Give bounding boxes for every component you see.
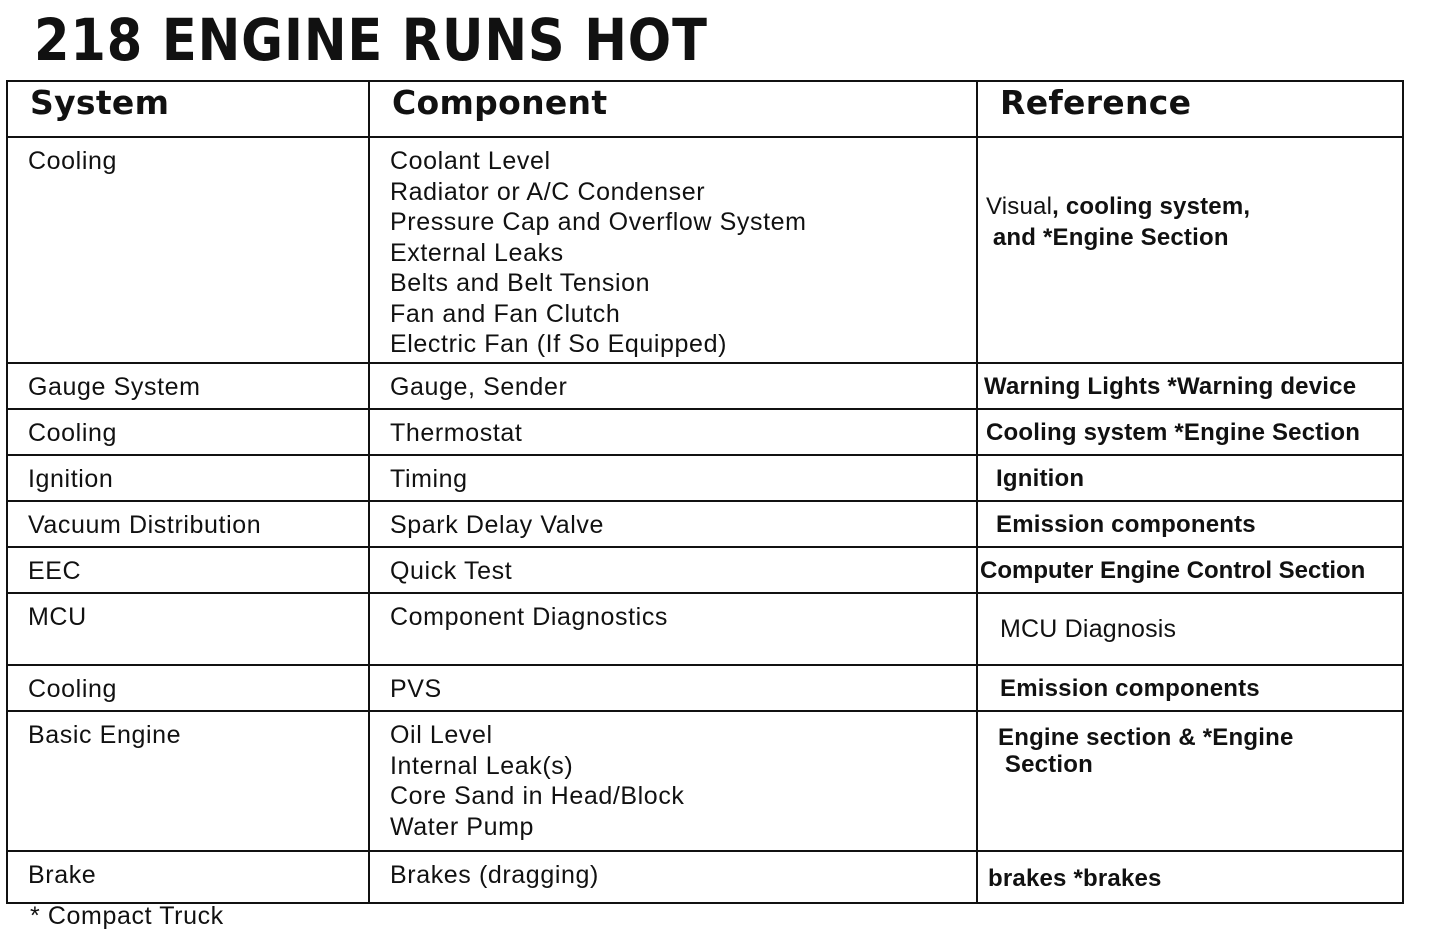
table-row-components xyxy=(370,852,978,902)
table-row-reference xyxy=(978,138,1402,364)
component-item: Thermostat xyxy=(390,419,523,447)
header-component: Component xyxy=(370,82,978,138)
component-item: Spark Delay Valve xyxy=(390,511,604,539)
header-reference: Reference xyxy=(978,82,1402,138)
table-row-system: EEC xyxy=(8,548,370,594)
header-system: System xyxy=(8,82,370,138)
component-item: Timing xyxy=(390,465,468,493)
reference-line: MCU Diagnosis xyxy=(1000,615,1177,643)
reference-line: Section xyxy=(998,751,1093,778)
reference-line: brakes *brakes xyxy=(988,865,1162,892)
table-row-reference xyxy=(978,502,1402,548)
table-row-reference xyxy=(978,852,1402,902)
table-row-system: Cooling xyxy=(8,138,370,364)
component-item: Electric Fan (If So Equipped) xyxy=(390,330,727,358)
table-row-reference xyxy=(978,456,1402,502)
table-row-components xyxy=(370,666,978,712)
table-row-reference xyxy=(978,548,1402,594)
table-row-components xyxy=(370,410,978,456)
component-item: Brakes (dragging) xyxy=(390,861,599,889)
page-title: 218 ENGINE RUNS HOT xyxy=(34,6,708,74)
reference-line: Warning Lights *Warning device xyxy=(984,373,1357,400)
table-row-system: Gauge System xyxy=(8,364,370,410)
table-row-system: Cooling xyxy=(8,410,370,456)
component-item: Belts and Belt Tension xyxy=(390,269,651,297)
table-row-system: Ignition xyxy=(8,456,370,502)
component-item: Oil Level xyxy=(390,721,493,749)
table-row-components xyxy=(370,548,978,594)
table-row-system: Cooling xyxy=(8,666,370,712)
table-row-components xyxy=(370,364,978,410)
table-row-system: Basic Engine xyxy=(8,712,370,852)
table-row-reference xyxy=(978,364,1402,410)
component-item: Radiator or A/C Condenser xyxy=(390,177,706,206)
component-item: Gauge, Sender xyxy=(390,373,568,401)
component-item: Internal Leak(s) xyxy=(390,751,574,780)
component-item: PVS xyxy=(390,675,442,703)
table-row-system: MCU xyxy=(8,594,370,666)
table-row-components xyxy=(370,138,978,364)
reference-line: Cooling system *Engine Section xyxy=(986,419,1361,446)
table-row-system: Brake xyxy=(8,852,370,902)
component-item: Pressure Cap and Overflow System xyxy=(390,208,807,236)
component-item: Quick Test xyxy=(390,557,513,585)
table-row-components xyxy=(370,594,978,666)
table-row-components xyxy=(370,502,978,548)
component-item: Coolant Level xyxy=(390,147,551,175)
diagnosis-table xyxy=(6,80,1404,904)
reference-line: Emission components xyxy=(996,511,1256,538)
footnote: * Compact Truck xyxy=(30,902,224,930)
reference-line: Emission components xyxy=(1000,675,1260,702)
reference-line: Ignition xyxy=(996,465,1085,492)
table-row-reference xyxy=(978,410,1402,456)
component-item: Water Pump xyxy=(390,812,535,841)
table-row-reference xyxy=(978,712,1402,852)
reference-line: and *Engine Section xyxy=(986,223,1229,251)
reference-line: , cooling system, xyxy=(1052,193,1251,220)
table-row-components xyxy=(370,712,978,852)
reference-line: Engine section & *Engine xyxy=(998,724,1294,751)
component-item: External Leaks xyxy=(390,238,564,267)
table-row-reference xyxy=(978,666,1402,712)
table-row-system: Vacuum Distribution xyxy=(8,502,370,548)
reference-lead: Visual xyxy=(986,193,1053,220)
component-item: Fan and Fan Clutch xyxy=(390,299,621,328)
table-row-reference xyxy=(978,594,1402,666)
table-row-components xyxy=(370,456,978,502)
component-item: Core Sand in Head/Block xyxy=(390,782,685,810)
component-item: Component Diagnostics xyxy=(390,603,669,631)
reference-line: Computer Engine Control Section xyxy=(980,557,1366,584)
